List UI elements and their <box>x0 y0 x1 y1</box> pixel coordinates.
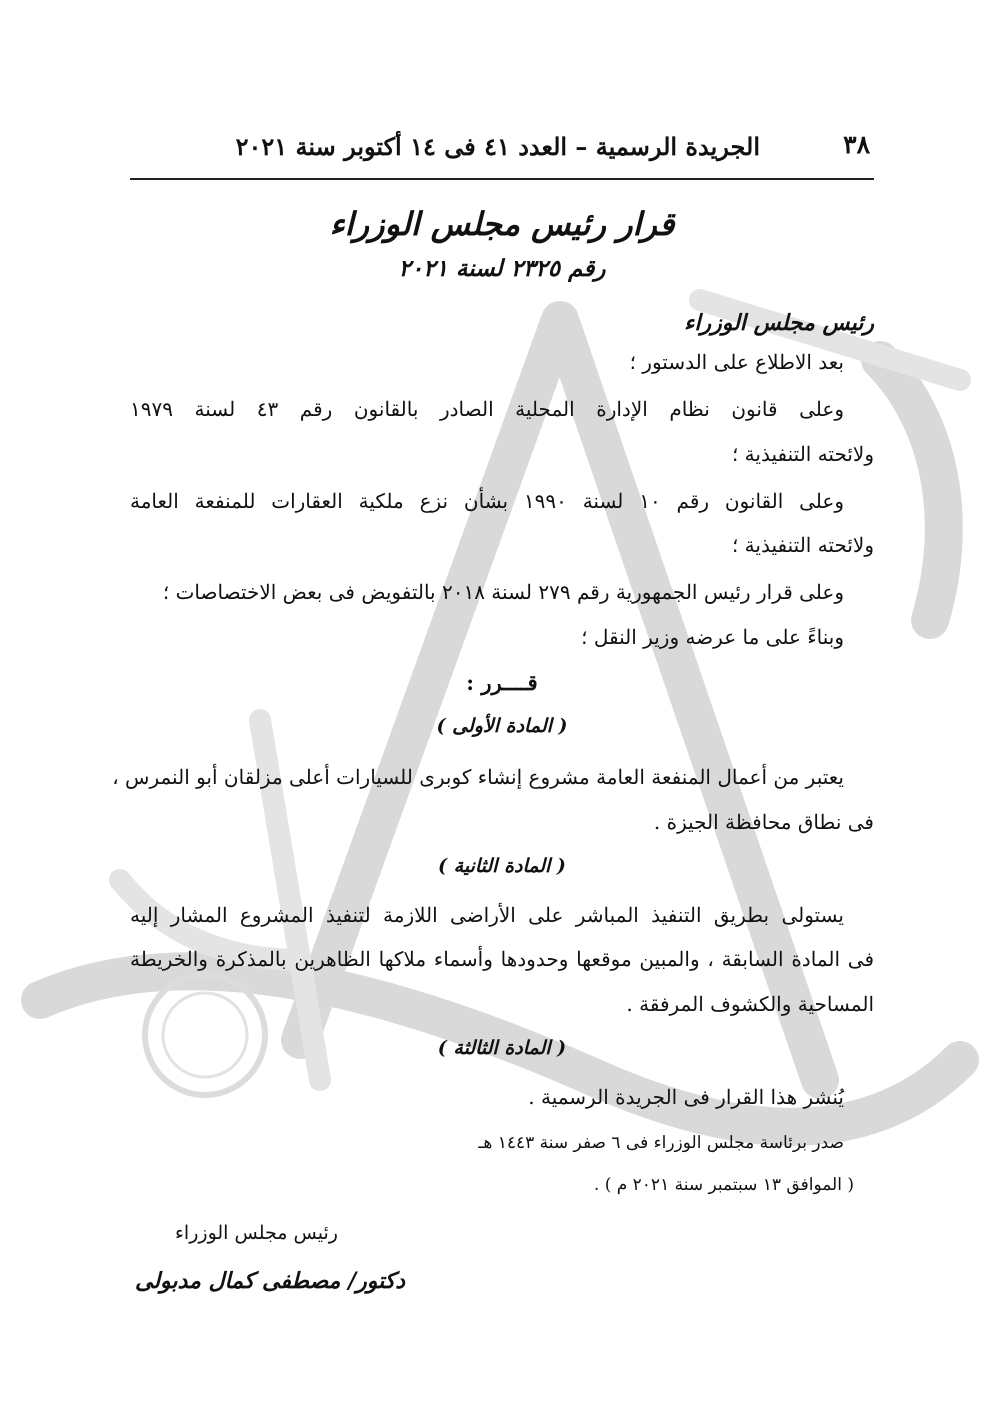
article-heading: ( المادة الثالثة ) <box>437 1037 567 1059</box>
preamble-line: وعلى قانون نظام الإدارة المحلية الصادر بالقانون رقم ٤٣ لسنة ١٩٧٩ <box>130 397 844 421</box>
article-heading: ( المادة الثانية ) <box>438 855 566 877</box>
decree-title: قرار رئيس مجلس الوزراء <box>329 205 675 243</box>
page-number: ٣٨ <box>843 130 870 159</box>
header-divider <box>130 178 874 180</box>
preamble-line: بعد الاطلاع على الدستور ؛ <box>629 350 844 374</box>
preamble-line: ولائحته التنفيذية ؛ <box>731 442 874 466</box>
article-line: المساحية والكشوف المرفقة . <box>626 992 874 1016</box>
page-header <box>130 130 870 170</box>
article-line: يُنشر هذا القرار فى الجريدة الرسمية . <box>528 1085 844 1109</box>
article-line: يعتبر من أعمال المنفعة العامة مشروع إنشاء كوبرى للسيارات أعلى مزلقان أبو النمرس ، <box>112 765 844 789</box>
issuer-heading: رئيس مجلس الوزراء <box>684 310 874 336</box>
issuance-date-gregorian: ( الموافق ١٣ سبتمبر سنة ٢٠٢١ م ) . <box>593 1175 854 1195</box>
decided-heading: قــــرر : <box>466 670 538 695</box>
signature-name: دكتور/ مصطفى كمال مدبولى <box>135 1268 406 1294</box>
signature-title: رئيس مجلس الوزراء <box>175 1222 338 1244</box>
issuance-date-hijri: صدر برئاسة مجلس الوزراء فى ٦ صفر سنة ١٤٤٣ هـ <box>478 1133 844 1153</box>
article-line: يستولى بطريق التنفيذ المباشر على الأراضى اللازمة لتنفيذ المشروع المشار إليه <box>130 903 844 927</box>
decree-number: رقم ٢٣٢٥ لسنة ٢٠٢١ <box>398 255 606 282</box>
article-heading: ( المادة الأولى ) <box>436 715 568 737</box>
preamble-line: وعلى القانون رقم ١٠ لسنة ١٩٩٠ بشأن نزع ملكية العقارات للمنفعة العامة <box>130 489 844 513</box>
preamble-line: وبناءً على ما عرضه وزير النقل ؛ <box>581 625 844 649</box>
preamble-line: وعلى قرار رئيس الجمهورية رقم ٢٧٩ لسنة ٢٠١٨ بالتفويض فى بعض الاختصاصات ؛ <box>162 580 844 604</box>
preamble-line: ولائحته التنفيذية ؛ <box>731 533 874 557</box>
article-line: فى المادة السابقة ، والمبين موقعها وحدودها وأسماء ملاكها الظاهرين بالمذكرة والخريطة <box>130 947 875 971</box>
article-line: فى نطاق محافظة الجيزة . <box>653 810 874 834</box>
gazette-issue-info: الجريدة الرسمية – العدد ٤١ فى ١٤ أكتوبر سنة ٢٠٢١ <box>235 132 760 161</box>
